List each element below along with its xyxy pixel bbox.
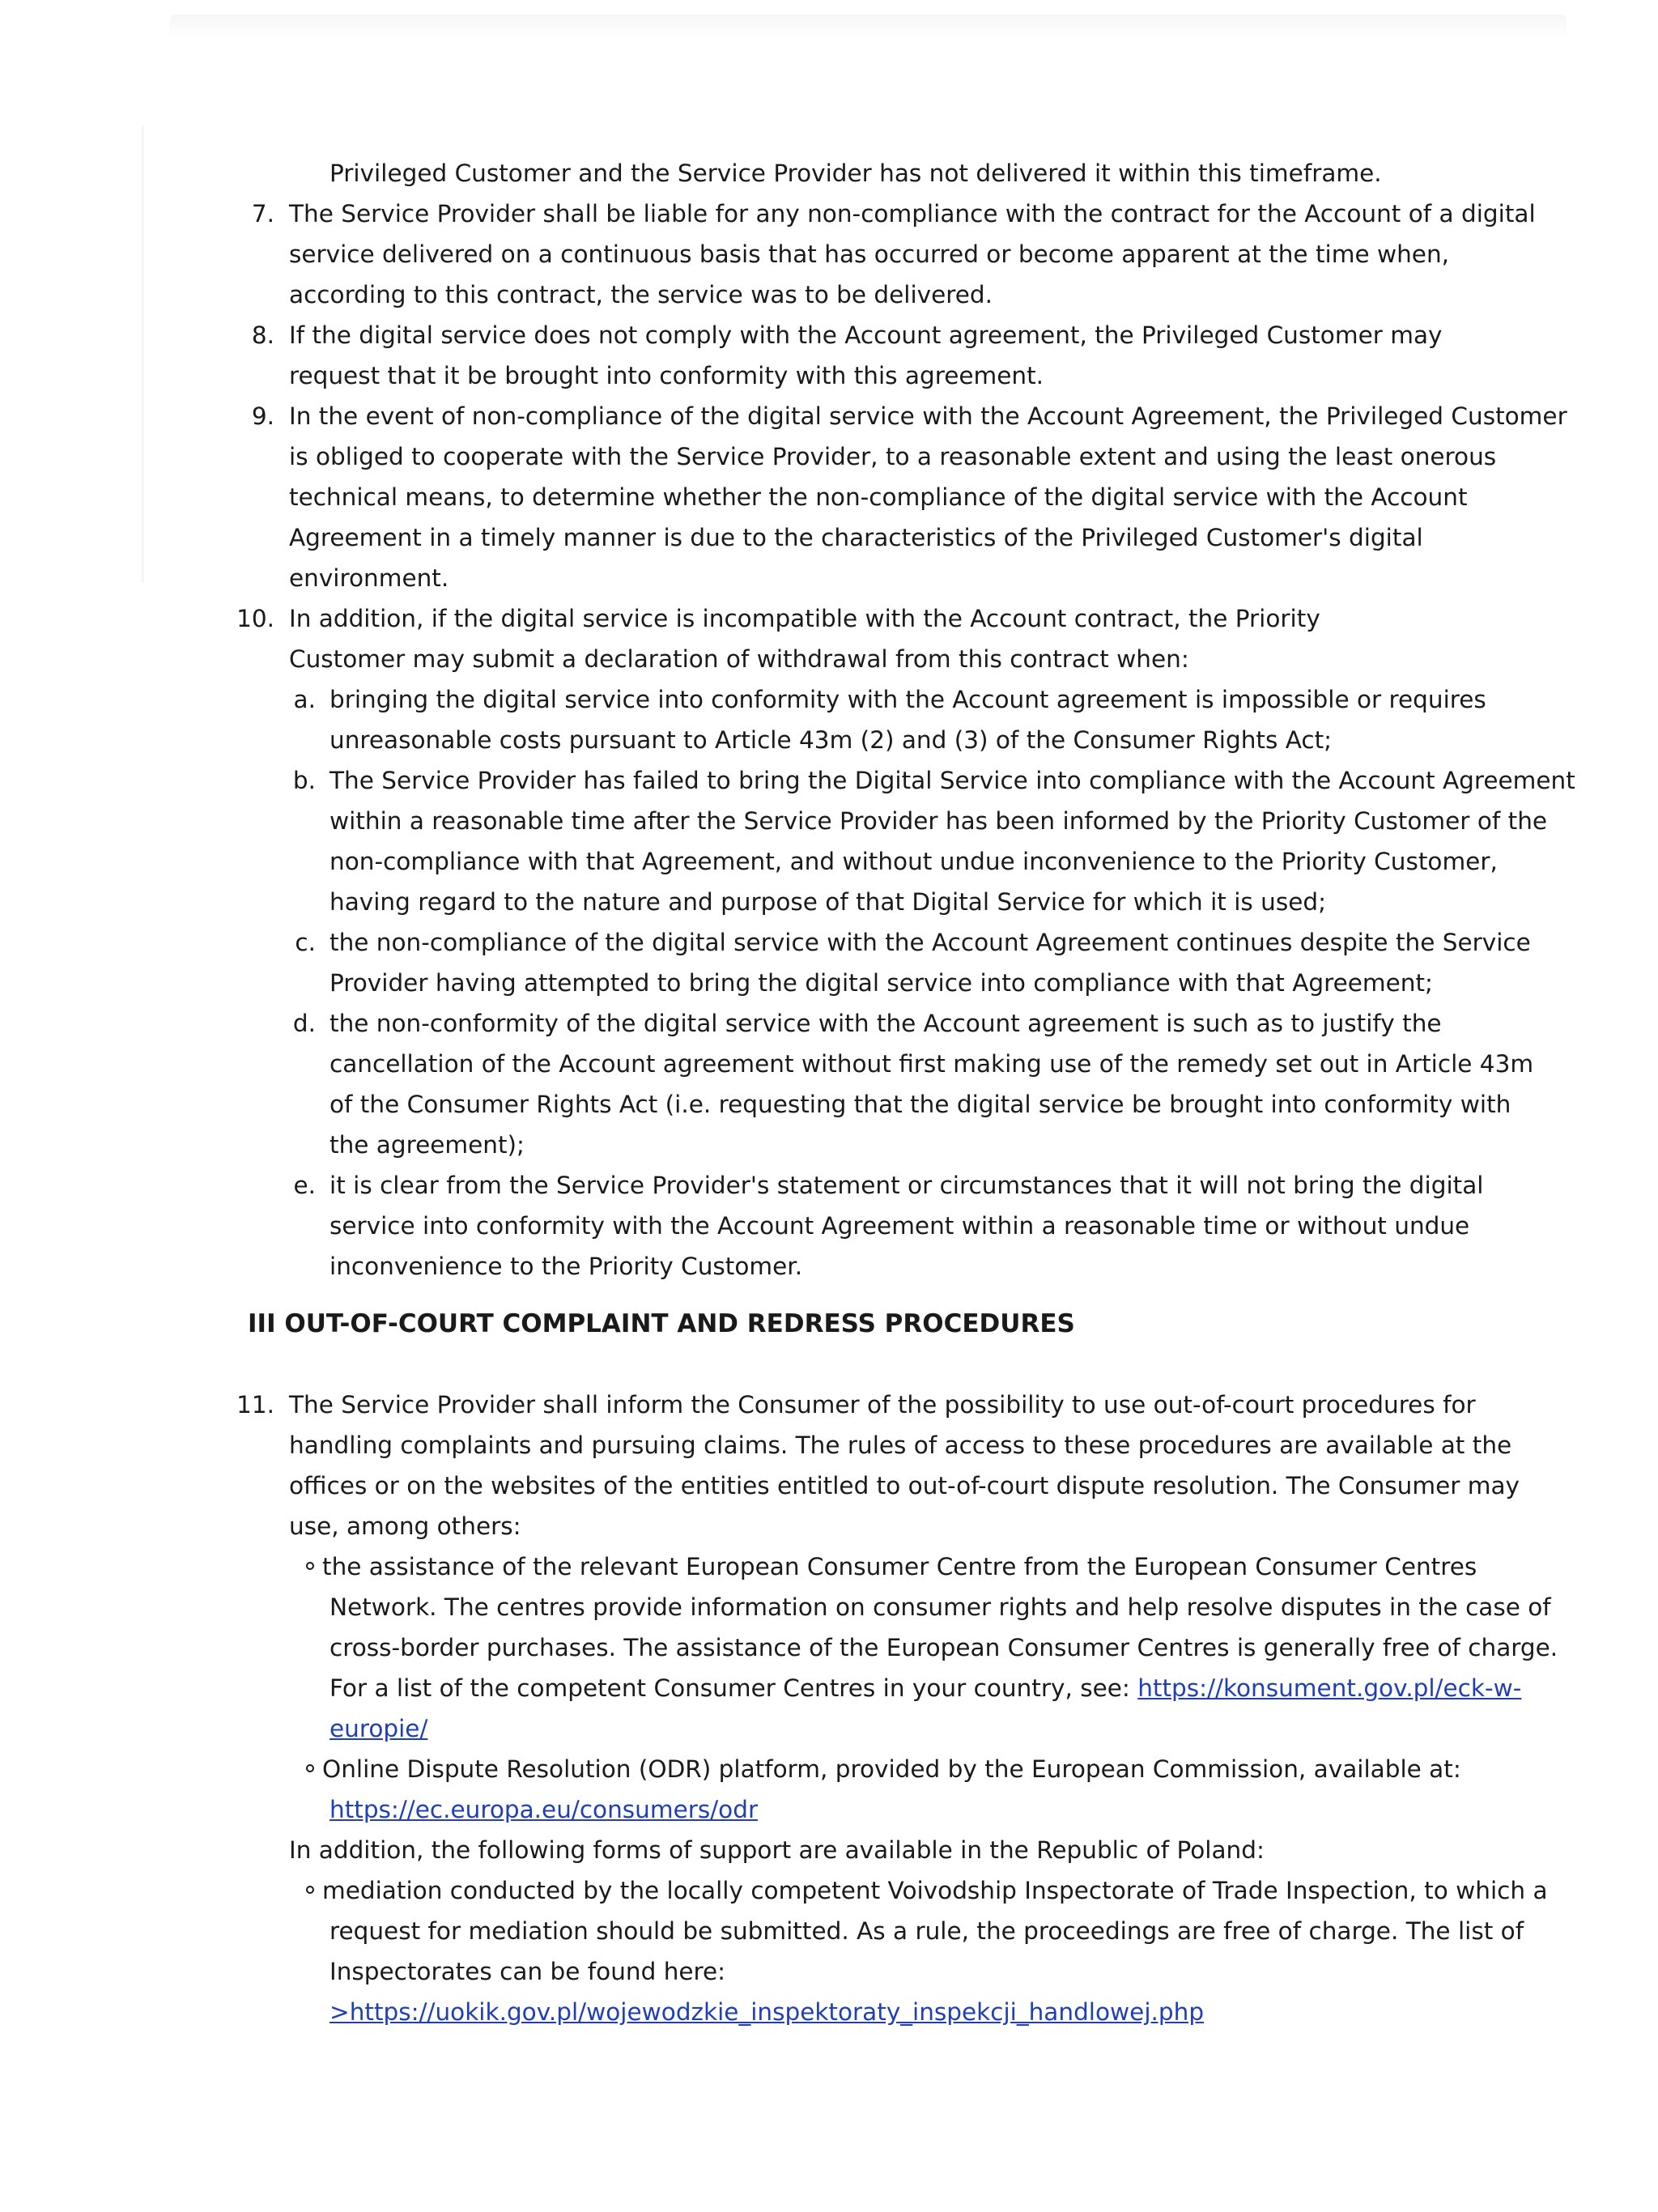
bullet-circle-icon: [306, 1562, 314, 1570]
item-8-line: request that it be brought into conformity with this agreement.: [289, 362, 1044, 389]
item-number: 11.: [236, 1391, 274, 1419]
continuation-line: Privileged Customer and the Service Provider has not delivered it within this timeframe.: [329, 160, 1382, 187]
bullet-circle-icon: [306, 1764, 314, 1772]
subitem-b-line: non-compliance with that Agreement, and without undue inconvenience to the Priority Customer,: [329, 848, 1498, 875]
subitem-e-line: inconvenience to the Priority Customer.: [329, 1253, 803, 1280]
item-9-line: technical means, to determine whether the non-compliance of the digital service with the Account: [289, 483, 1468, 511]
item-7-line: service delivered on a continuous basis that has occurred or become apparent at the time when,: [289, 240, 1450, 268]
subitem-letter: e.: [293, 1172, 316, 1199]
bullet-line: Inspectorates can be found here:: [329, 1958, 726, 1985]
odr-link[interactable]: https://ec.europa.eu/consumers/odr: [329, 1796, 759, 1823]
item-11-line: offices or on the websites of the entities entitled to out-of-court dispute resolution. The Consumer may: [289, 1472, 1520, 1499]
subitem-d-line: cancellation of the Account agreement without first making use of the remedy set out in Article 43m: [329, 1050, 1534, 1078]
bullet-line-with-link: [329, 1668, 1521, 1708]
subitem-e-line: it is clear from the Service Provider's statement or circumstances that it will not bring the digital: [329, 1172, 1484, 1199]
subitem-e-line: service into conformity with the Account Agreement within a reasonable time or without undue: [329, 1212, 1470, 1240]
bullet-line: Network. The centres provide information on consumer rights and help resolve disputes in the case of: [329, 1593, 1551, 1621]
subitem-d-line: of the Consumer Rights Act (i.e. requesting that the digital service be brought into conformity with: [329, 1091, 1511, 1118]
bullet-line-text: For a list of the competent Consumer Centres in your country, see:: [329, 1674, 1138, 1702]
item-9-line: In the event of non-compliance of the digital service with the Account Agreement, the Privileged Customer: [289, 402, 1567, 430]
subitem-b-line: The Service Provider has failed to bring the Digital Service into compliance with the Account Agreement: [329, 767, 1575, 794]
subitem-a-line: unreasonable costs pursuant to Article 43m (2) and (3) of the Consumer Rights Act;: [329, 726, 1333, 754]
subitem-b-line: having regard to the nature and purpose of that Digital Service for which it is used;: [329, 888, 1327, 916]
subitem-letter: a.: [293, 686, 316, 713]
bullet-line: mediation conducted by the locally competent Voivodship Inspectorate of Trade Inspection, to which a: [322, 1877, 1548, 1904]
subitem-d-line: the non-conformity of the digital service with the Account agreement is such as to justify the: [329, 1010, 1442, 1037]
poland-intro: In addition, the following forms of support are available in the Republic of Poland:: [289, 1836, 1265, 1864]
item-9-line: environment.: [289, 564, 449, 592]
bullet-circle-icon: [306, 1886, 314, 1894]
item-number: 9.: [251, 402, 274, 430]
subitem-c-line: the non-compliance of the digital service with the Account Agreement continues despite the Service: [329, 929, 1531, 956]
eck-link[interactable]: https://konsument.gov.pl/eck-w-: [1137, 1674, 1522, 1702]
subitem-b-line: within a reasonable time after the Service Provider has been informed by the Priority Customer of the: [329, 807, 1548, 835]
bullet-line: Online Dispute Resolution (ODR) platform, provided by the European Commission, available at:: [322, 1755, 1461, 1783]
subitem-letter: d.: [292, 1010, 316, 1037]
bullet-line: the assistance of the relevant European Consumer Centre from the European Consumer Centres: [322, 1553, 1477, 1580]
item-7-line: The Service Provider shall be liable for any non-compliance with the contract for the Account of a digital: [289, 200, 1536, 228]
subitem-letter: b.: [292, 767, 316, 794]
subitem-a-line: bringing the digital service into conformity with the Account agreement is impossible or requires: [329, 686, 1486, 713]
subitem-letter: c.: [295, 929, 316, 956]
item-7-line: according to this contract, the service was to be delivered.: [289, 281, 993, 308]
bullet-line: request for mediation should be submitted. As a rule, the proceedings are free of charge. The list of: [329, 1917, 1524, 1945]
subitem-c-line: Provider having attempted to bring the digital service into compliance with that Agreement;: [329, 969, 1433, 997]
item-10-line: Customer may submit a declaration of withdrawal from this contract when:: [289, 645, 1189, 673]
item-number: 8.: [251, 321, 274, 349]
eck-link-continued[interactable]: europie/: [329, 1715, 428, 1742]
item-8-line: If the digital service does not comply with the Account agreement, the Privileged Customer may: [289, 321, 1443, 349]
bullet-line: cross-border purchases. The assistance of the European Consumer Centres is generally free of charge.: [329, 1634, 1558, 1661]
item-11-line: The Service Provider shall inform the Consumer of the possibility to use out-of-court procedures for: [289, 1391, 1476, 1419]
item-11-line: use, among others:: [289, 1512, 521, 1540]
section-heading: III OUT-OF-COURT COMPLAINT AND REDRESS PROCEDURES: [248, 1309, 1075, 1338]
item-number: 10.: [236, 605, 274, 632]
item-9-line: Agreement in a timely manner is due to the characteristics of the Privileged Customer's digital: [289, 524, 1423, 551]
item-10-line: In addition, if the digital service is incompatible with the Account contract, the Priority: [289, 605, 1320, 632]
item-11-line: handling complaints and pursuing claims. The rules of access to these procedures are available at the: [289, 1431, 1512, 1459]
item-9-line: is obliged to cooperate with the Service Provider, to a reasonable extent and using the least onerous: [289, 443, 1497, 470]
subitem-d-line: the agreement);: [329, 1131, 525, 1159]
item-number: 7.: [251, 200, 274, 228]
uokik-link[interactable]: >https://uokik.gov.pl/wojewodzkie_inspektoraty_inspekcji_handlowej.php: [329, 1998, 1205, 2026]
